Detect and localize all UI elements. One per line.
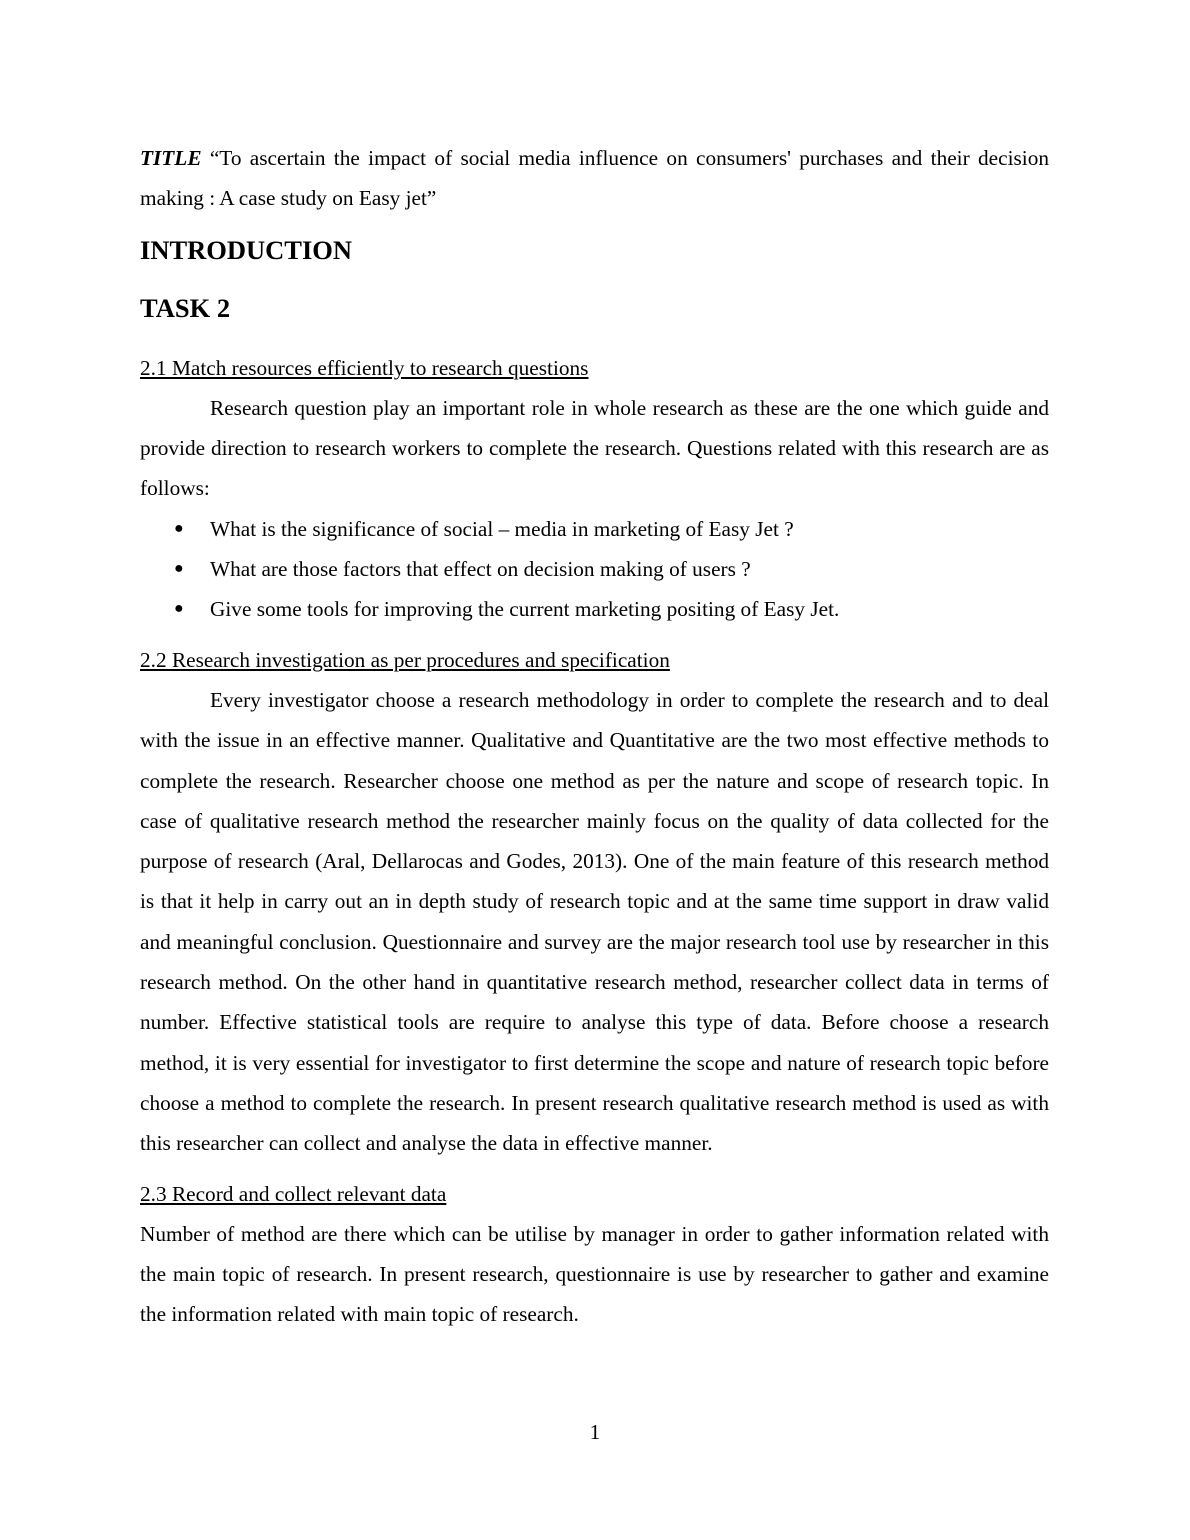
- question-text: What is the significance of social – media in marketing of Easy Jet ?: [210, 516, 794, 541]
- title-label: TITLE: [140, 146, 202, 170]
- question-text: What are those factors that effect on decision making of users ?: [210, 557, 751, 582]
- document-page: [140, 138, 1049, 1335]
- section-2-1-paragraph: Research question play an important role in whole research as these are the one which guide and provide direction to research workers to complete the research. Questions related with this research are as follows:: [140, 395, 1049, 501]
- introduction-heading: INTRODUCTION: [140, 234, 353, 265]
- bullet-icon: ●: [174, 600, 184, 618]
- section-2-1-heading: 2.1 Match resources efficiently to research questions: [140, 355, 589, 380]
- bullet-icon: ●: [174, 519, 184, 537]
- page-number: 1: [589, 1420, 601, 1444]
- section-2-3-heading: 2.3 Record and collect relevant data: [140, 1181, 447, 1206]
- question-text: Give some tools for improving the current marketing positing of Easy Jet.: [210, 597, 840, 622]
- section-2-2-heading: 2.2 Research investigation as per procedures and specification: [140, 647, 670, 672]
- list-item: [140, 509, 1049, 549]
- list-item: [140, 549, 1049, 589]
- list-item: [140, 589, 1049, 629]
- title-paragraph: [140, 138, 1049, 219]
- title-text: “To ascertain the impact of social media influence on consumers' purchases and their decision making : A case study on Easy jet”: [140, 146, 1049, 211]
- section-2-2-paragraph: Every investigator choose a research methodology in order to complete the research and to deal with the issue in an effective manner. Qualitative and Quantitative are the two most effective methods to complete the research. Researcher choose one method as per the nature and scope of research topic. In case of qualitative research method the researcher mainly focus on the quality of data collected for the purpose of research (Aral, Dellarocas and Godes, 2013). One of the main feature of this research method is that it help in carry out an in depth study of research topic and at the same time support in draw valid and meaningful conclusion. Questionnaire and survey are the major research tool use by researcher in this research method. On the other hand in quantitative research method, researcher collect data in terms of number. Effective statistical tools are require to analyse this type of data. Before choose a research method, it is very essential for investigator to first determine the scope and nature of research topic before choose a method to complete the research. In present research qualitative research method is used as with this researcher can collect and analyse the data in effective manner.: [140, 687, 1049, 1156]
- research-questions-list: [140, 509, 1049, 630]
- section-2-3-paragraph: Number of method are there which can be utilise by manager in order to gather information related with the main topic of research. In present research, questionnaire is use by researcher to gather and examine the information related with main topic of research.: [140, 1221, 1049, 1327]
- bullet-icon: ●: [174, 560, 184, 578]
- task-heading: TASK 2: [140, 292, 231, 323]
